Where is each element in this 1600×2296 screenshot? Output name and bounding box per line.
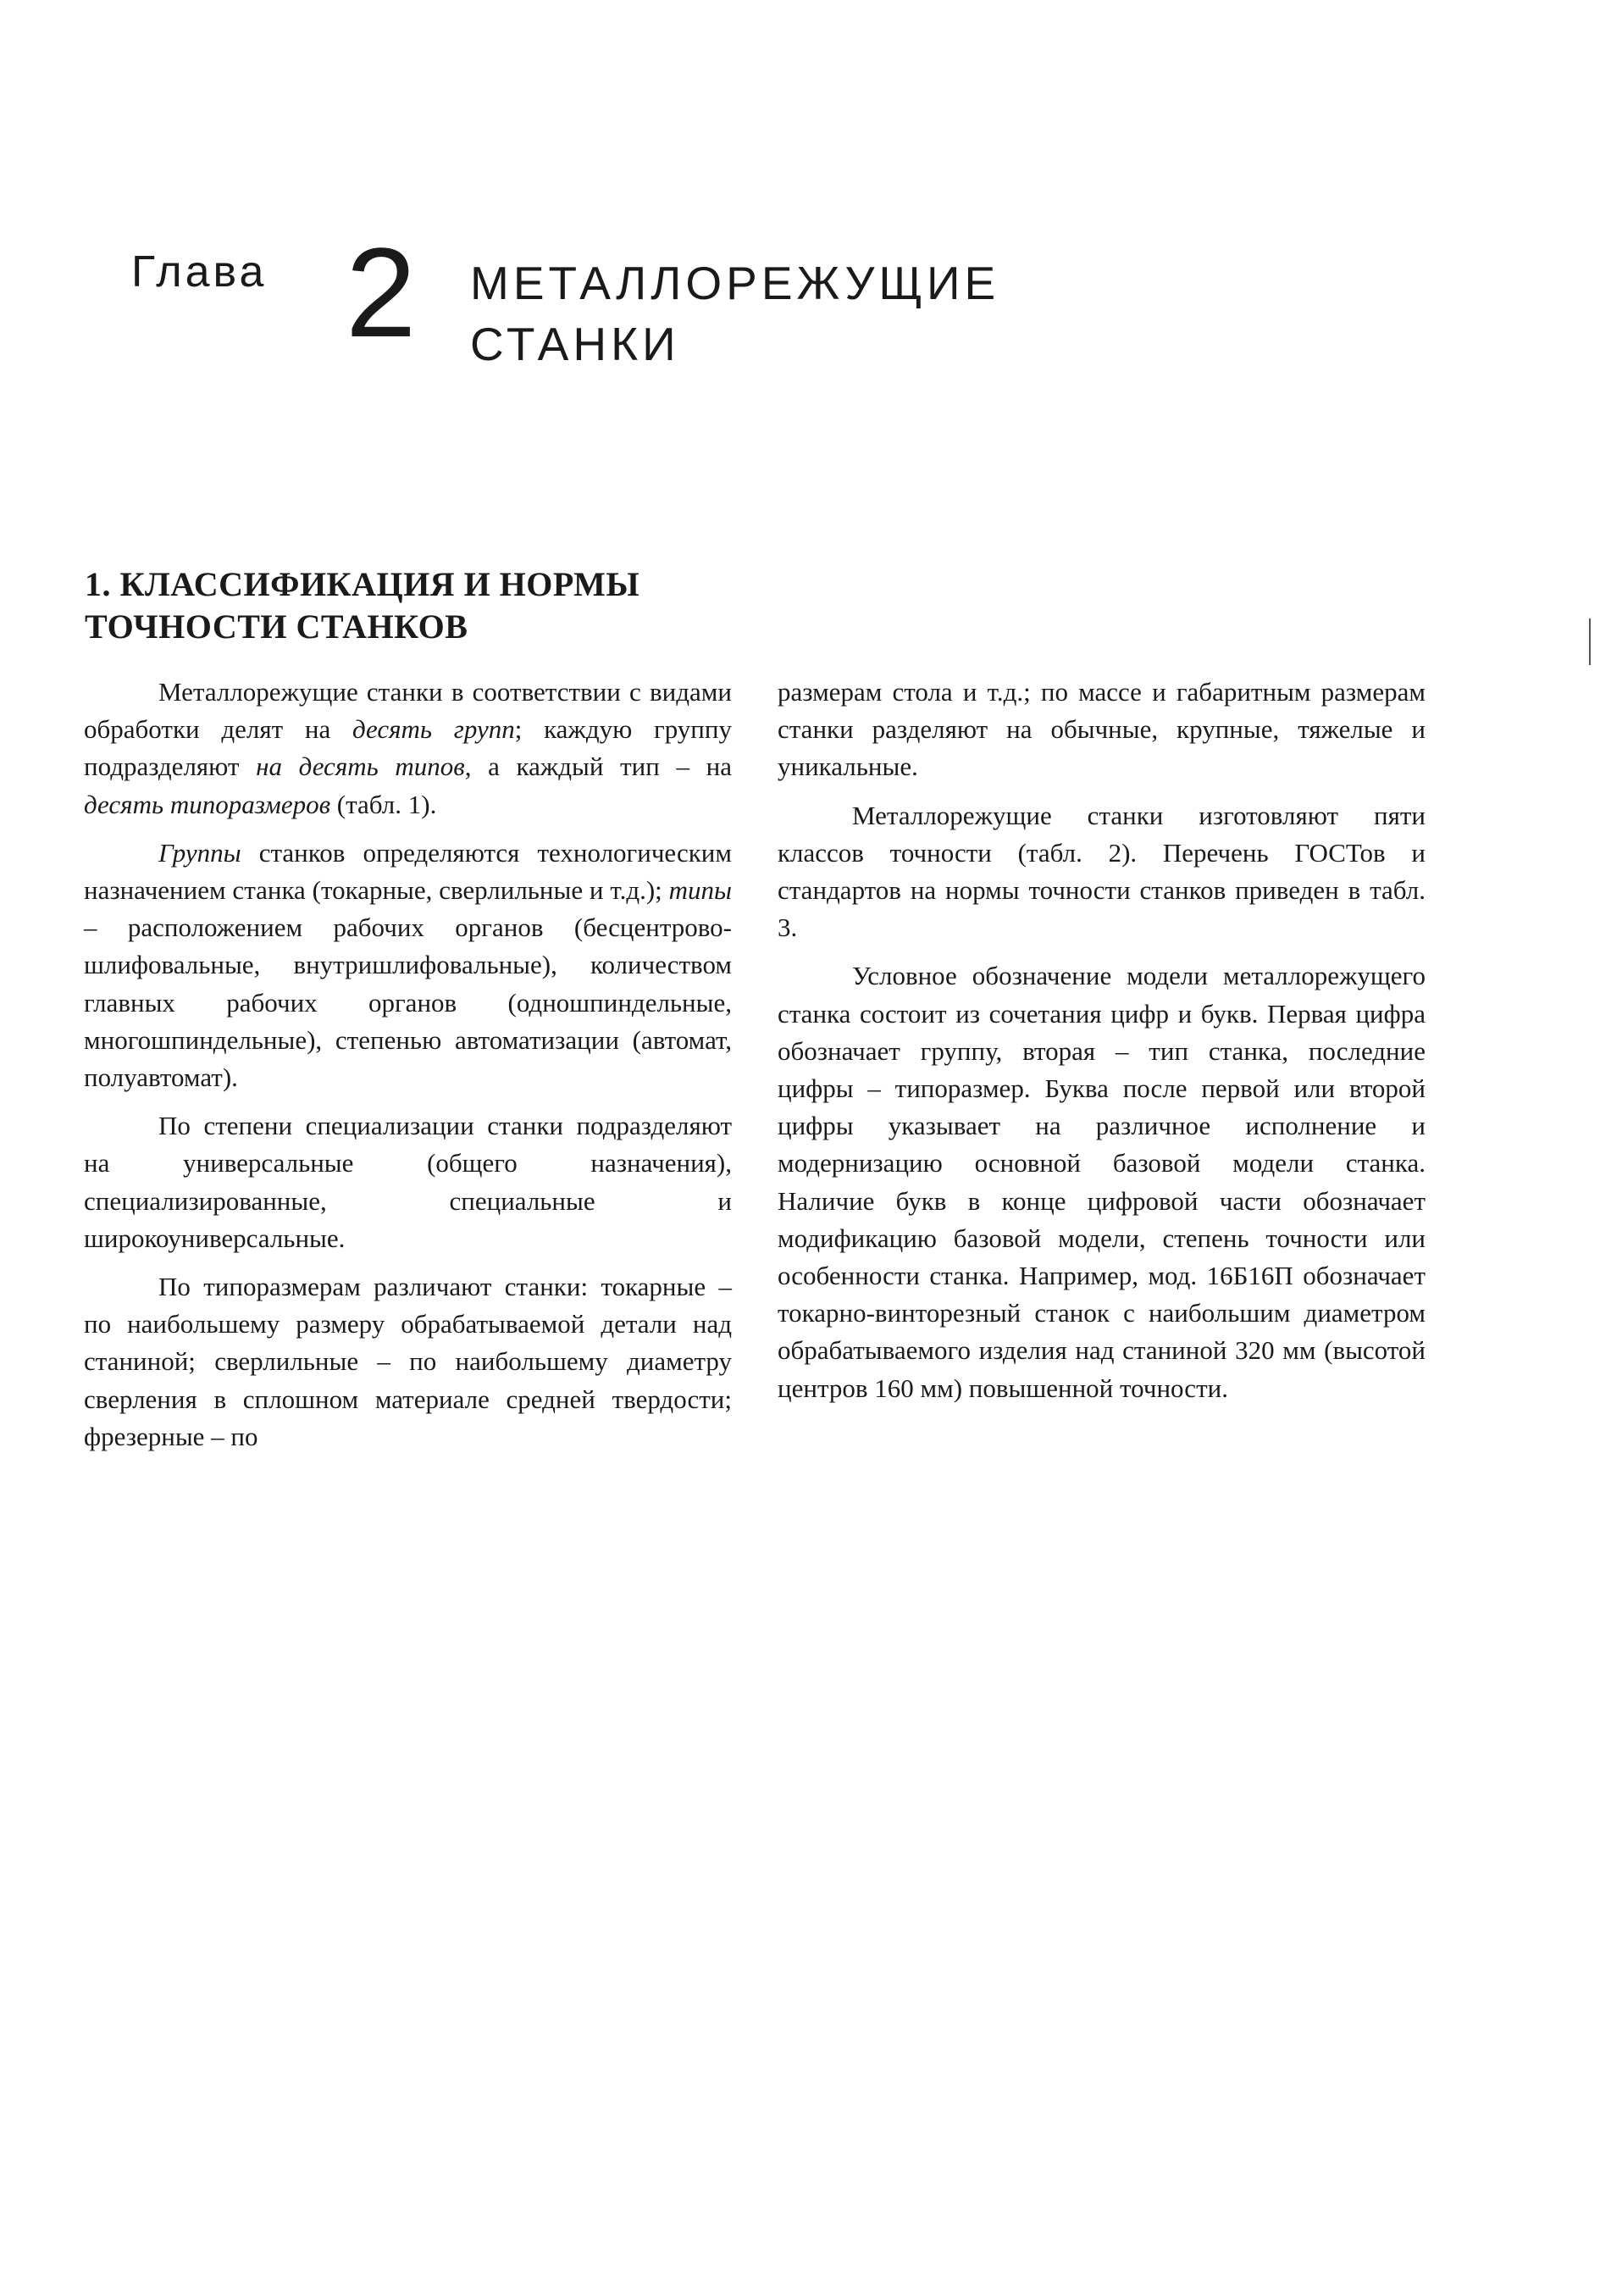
emphasis: десять групп bbox=[352, 714, 515, 745]
right-paragraph-3: Условное обозначение модели металлорежущего станка состоит из сочетания цифр и букв. Первая цифра обозначает группу, вторая – тип станка, последние цифры – типоразмер. Буква после первой или второй цифры указывает на различное исполнение и модернизацию основной базовой модели станка. Наличие букв в конце цифровой части обозначает модификацию базовой модели, степень точности или особенности станка. Например, мод. 16Б16П обозначает токарно-винторезный станок с наибольшим диаметром обрабатываемого изделия над станиной 320 мм (высотой центров 160 мм) повышенной точности. bbox=[778, 961, 1426, 1403]
scan-margin-mark bbox=[1589, 618, 1591, 665]
text-run: , а каждый тип – на bbox=[464, 751, 732, 782]
section-heading-line-2: ТОЧНОСТИ СТАНКОВ bbox=[85, 607, 468, 646]
emphasis: Группы bbox=[158, 837, 241, 868]
left-paragraph-2 bbox=[84, 835, 732, 1096]
right-paragraph-2: Металлорежущие станки изготовляют пяти классов точности (табл. 2). Перечень ГОСТов и стандартов на нормы точности станков приведен в табл. 3. bbox=[778, 800, 1426, 943]
left-paragraph-1 bbox=[84, 674, 732, 824]
left-column bbox=[84, 674, 732, 1456]
chapter-number: 2 bbox=[346, 221, 417, 363]
text-run: ; каждую группу подразделяют bbox=[84, 714, 732, 782]
left-paragraph-4: По типоразмерам различают станки: токарные – по наибольшему размеру обрабатываемой детали над станиной; сверлильные – по наибольшему диаметру сверления в сплошном материале средней твердости; фрезерные – по bbox=[84, 1272, 732, 1451]
text-run: – расположением рабочих органов (бесцентрово-шлифовальные, внутришлифовальные), количеством главных рабочих органов (одношпиндельные, многошпиндельные), степенью автоматизации (автомат, полуавтомат). bbox=[84, 912, 732, 1093]
right-paragraph-1: размерам стола и т.д.; по массе и габаритным размерам станки разделяют на обычные, крупные, тяжелые и уникальные. bbox=[778, 677, 1426, 782]
right-column bbox=[778, 674, 1426, 1407]
chapter-title-line-2: СТАНКИ bbox=[470, 318, 680, 370]
chapter-title bbox=[470, 252, 999, 374]
section-heading-line-1: 1. КЛАССИФИКАЦИЯ И НОРМЫ bbox=[85, 565, 640, 603]
left-paragraph-3: По степени специализации станки подразделяют на универсальные (общего назначения), специализированные, специальные и широкоуниверсальные. bbox=[84, 1111, 732, 1253]
text-run: Металлорежущие станки в соответствии с видами обработки делят на bbox=[84, 677, 732, 745]
text-run: станков определяются технологическим назначением станка (токарные, сверлильные и т.д.); bbox=[84, 837, 732, 906]
text-run: (табл. 1). bbox=[330, 789, 437, 819]
emphasis: типы bbox=[668, 875, 732, 906]
emphasis: на десять типов bbox=[256, 751, 465, 782]
chapter-title-line-1: МЕТАЛЛОРЕЖУЩИЕ bbox=[470, 257, 1000, 309]
emphasis: десять типоразмеров bbox=[84, 789, 331, 819]
section-heading bbox=[85, 563, 745, 648]
chapter-label: Глава bbox=[131, 247, 268, 297]
